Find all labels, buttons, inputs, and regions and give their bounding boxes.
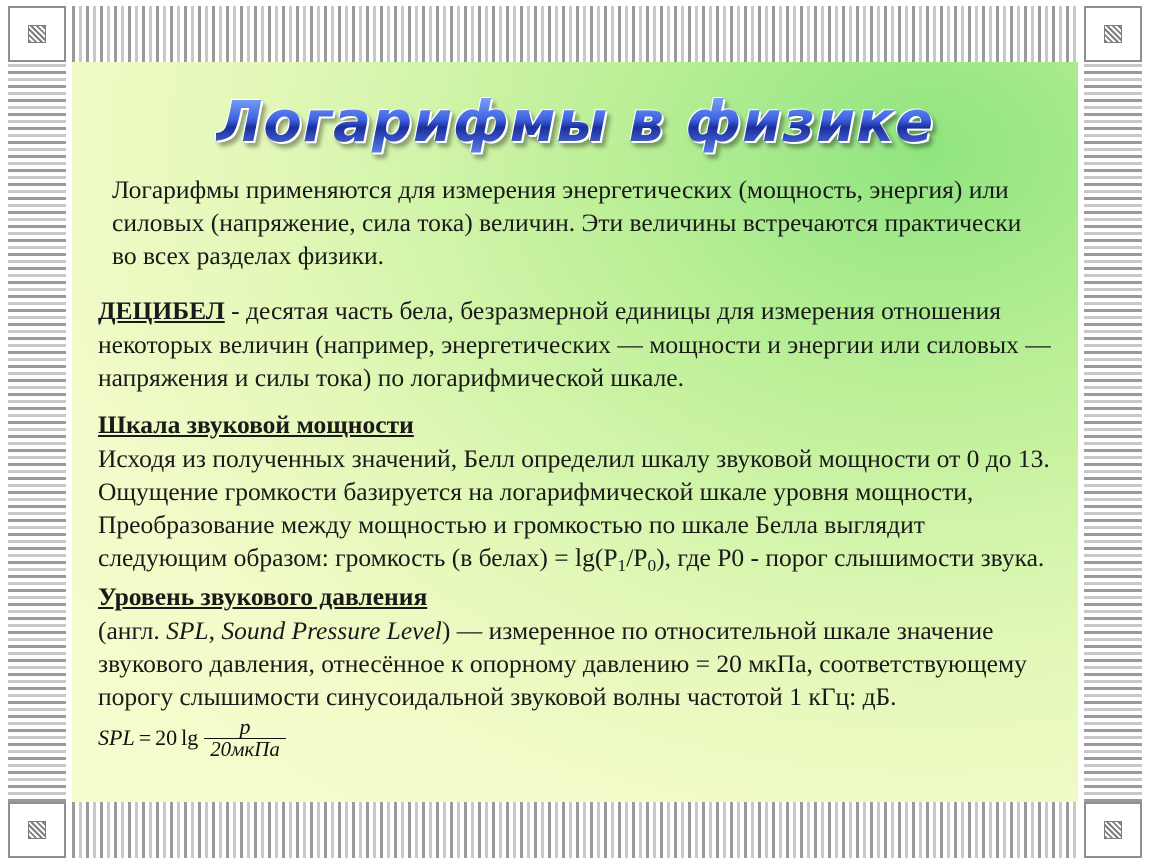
formula-log: lg xyxy=(181,725,199,751)
power-scale-sub-1: 1 xyxy=(617,556,627,576)
spl-heading: Уровень звукового давления xyxy=(98,581,428,611)
corner-ornament-bottom-right xyxy=(1084,802,1142,858)
formula-denominator: 20мкПа xyxy=(204,738,286,761)
border-band-right xyxy=(1084,62,1142,802)
spl-paragraph xyxy=(98,614,1052,713)
power-scale-paragraph xyxy=(98,442,1052,578)
power-scale-text-1: Исходя из полученных значений, Белл определил шкалу звуковой мощности от 0 до 13. Ощущение громкости базируется на логарифмической шкале уровня мощности, Преобразование между мощностью и громкостью по шкале Белла выглядит следующим образом: громкость (в белах) = lg(P xyxy=(98,443,1050,573)
decibel-dash: - xyxy=(224,296,240,326)
spl-text-suffix: ) — измеренное по относительной шкале значение звукового давления, отнесённое к опорному давлению = 20 мкПа, соответствующему порогу слышимости синусоидальной звуковой волны частотой 1 кГц: дБ. xyxy=(98,615,1027,711)
decibel-text: десятая часть бела, безразмерной единицы для измерения отношения некоторых величин (например, энергетических — мощности и энергии или силовых — напряжения и силы тока) по логарифмической шкале. xyxy=(98,296,1051,392)
formula-coefficient: 20 xyxy=(155,725,178,751)
spl-term-italic: SPL, Sound Pressure Level xyxy=(166,615,442,645)
hatched-square-icon xyxy=(28,821,46,839)
border-band-bottom xyxy=(72,802,1078,858)
intro-paragraph: Логарифмы применяются для измерения энергетических (мощность, энергия) или силовых (напряжение, сила тока) величин. Эти величины встречаются практически во всех разделах физики. xyxy=(112,175,1022,271)
corner-ornament-top-left xyxy=(8,6,66,62)
border-band-top xyxy=(72,6,1078,62)
hatched-square-icon xyxy=(28,25,46,43)
power-scale-text-3: ), где Р0 - порог слышимости звука. xyxy=(656,543,1045,573)
formula-row xyxy=(98,711,1052,762)
decibel-term: ДЕЦИБЕЛ xyxy=(98,296,225,326)
power-scale-text-2: /P xyxy=(626,543,648,573)
power-scale-heading: Шкала звуковой мощности xyxy=(98,409,414,439)
corner-ornament-top-right xyxy=(1084,6,1142,62)
decibel-paragraph xyxy=(98,294,1052,393)
corner-ornament-bottom-left xyxy=(8,802,66,858)
slide-content xyxy=(72,62,1078,802)
formula-equals: = xyxy=(138,725,152,751)
formula-fraction xyxy=(204,715,286,761)
formula-left: SPL xyxy=(98,725,135,751)
spl-text-prefix: (англ. xyxy=(98,615,167,645)
spl-formula xyxy=(98,715,288,761)
power-scale-sub-2: 0 xyxy=(647,556,657,576)
border-band-left xyxy=(8,62,66,802)
formula-numerator: p xyxy=(239,714,251,740)
page-title: Логарифмы в физике xyxy=(215,90,935,155)
hatched-square-icon xyxy=(1104,821,1122,839)
hatched-square-icon xyxy=(1104,25,1122,43)
title-container xyxy=(98,90,1052,155)
